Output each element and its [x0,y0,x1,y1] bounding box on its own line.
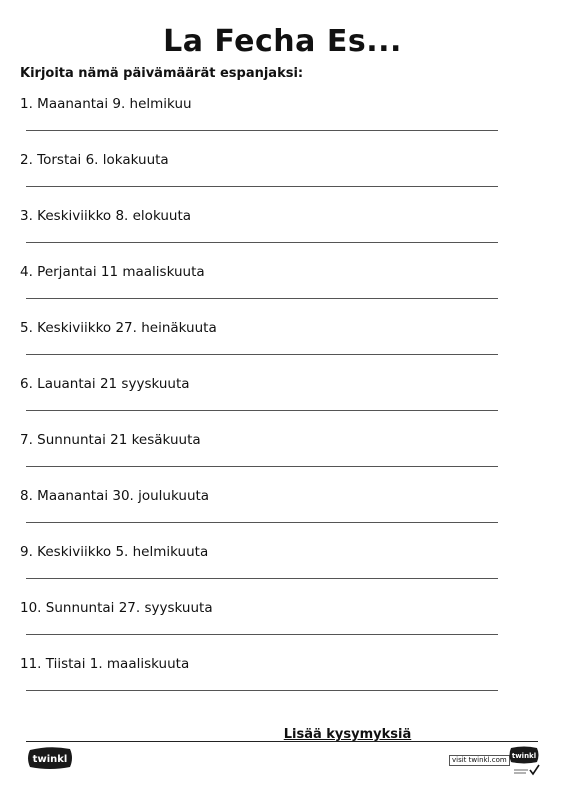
question-1 [20,96,510,146]
instruction-text: Kirjoita nämä päivämäärät espanjaksi: [20,66,304,81]
question-text: 3. Keskiviikko 8. elokuuta [20,208,192,224]
question-5 [20,320,510,370]
answer-line [26,690,498,691]
question-text: 7. Sunnuntai 21 kesäkuuta [20,432,201,448]
answer-line [26,578,498,579]
question-text: 2. Torstai 6. lokakuuta [20,152,169,168]
twinkl-logo-text: twinkl [32,754,68,765]
question-text: 1. Maanantai 9. helmikuu [20,96,192,112]
answer-line [26,522,498,523]
question-6 [20,376,510,426]
twinkl-badge-icon [506,744,542,778]
answer-line [26,410,498,411]
question-text: 9. Keskiviikko 5. helmikuuta [20,544,209,560]
answer-line [26,186,498,187]
question-text: 8. Maanantai 30. joulukuuta [20,488,210,504]
twinkl-badge-text: twinkl [511,752,537,760]
answer-line [26,634,498,635]
question-7 [20,432,510,482]
question-4 [20,264,510,314]
visit-twinkl-text[interactable]: visit twinkl.com [449,755,510,766]
answer-line [26,242,498,243]
footer-divider [26,741,538,742]
question-2 [20,152,510,202]
page-title: La Fecha Es... [163,24,402,59]
more-questions-link[interactable] [0,727,565,742]
answer-line [26,354,498,355]
question-text: 4. Perjantai 11 maaliskuuta [20,264,205,280]
twinkl-logo [26,746,74,770]
question-text: 11. Tiistai 1. maaliskuuta [20,656,190,672]
question-3 [20,208,510,258]
question-8 [20,488,510,538]
question-text: 6. Lauantai 21 syyskuuta [20,376,190,392]
question-9 [20,544,510,594]
question-11 [20,656,510,706]
more-questions-label[interactable]: Lisää kysymyksiä [283,727,412,742]
question-10 [20,600,510,650]
question-text: 5. Keskiviikko 27. heinäkuuta [20,320,217,336]
answer-line [26,130,498,131]
question-text: 10. Sunnuntai 27. syyskuuta [20,600,213,616]
answer-line [26,298,498,299]
answer-line [26,466,498,467]
